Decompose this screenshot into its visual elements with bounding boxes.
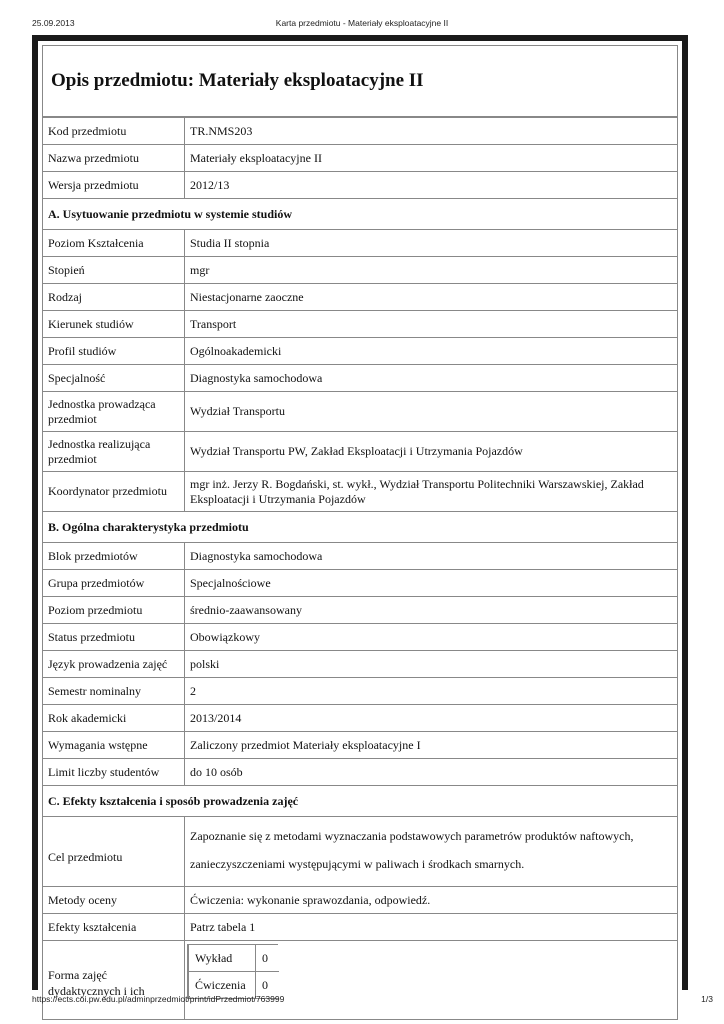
table-row — [43, 284, 678, 311]
table-row — [43, 597, 678, 624]
table-row — [43, 570, 678, 597]
forma-subtable — [187, 944, 279, 999]
course-table — [42, 117, 678, 1020]
subtable-label: Ćwiczenia — [188, 972, 256, 999]
row-value: Niestacjonarne zaoczne — [185, 284, 678, 311]
row-label: Efekty kształcenia — [43, 914, 185, 941]
row-label: Nazwa przedmiotu — [43, 145, 185, 172]
table-row — [43, 651, 678, 678]
row-label: Język prowadzenia zajęć — [43, 651, 185, 678]
table-row — [43, 257, 678, 284]
row-value: 2013/2014 — [185, 705, 678, 732]
row-value: Wydział Transportu — [185, 392, 678, 432]
row-value: Diagnostyka samochodowa — [185, 543, 678, 570]
row-label: Jednostka prowadząca przedmiot — [43, 392, 185, 432]
table-row — [43, 172, 678, 199]
section-b-title: B. Ogólna charakterystyka przedmiotu — [43, 512, 678, 543]
row-label: Cel przedmiotu — [43, 817, 185, 887]
row-value: mgr — [185, 257, 678, 284]
row-value: Obowiązkowy — [185, 624, 678, 651]
row-label: Wersja przedmiotu — [43, 172, 185, 199]
table-row — [43, 230, 678, 257]
row-value: 2012/13 — [185, 172, 678, 199]
page-title: Opis przedmiotu: Materiały eksploatacyjne II — [42, 45, 678, 117]
row-label: Poziom przedmiotu — [43, 597, 185, 624]
row-label: Rok akademicki — [43, 705, 185, 732]
page-number: 1/3 — [701, 994, 713, 1004]
table-row — [43, 365, 678, 392]
row-value: średnio-zaawansowany — [185, 597, 678, 624]
table-row — [43, 941, 678, 1020]
row-label: Status przedmiotu — [43, 624, 185, 651]
row-value: polski — [185, 651, 678, 678]
row-label: Grupa przedmiotów — [43, 570, 185, 597]
row-value: Wydział Transportu PW, Zakład Eksploatacji i Utrzymania Pojazdów — [185, 432, 678, 472]
print-url[interactable]: https://ects.coi.pw.edu.pl/adminprzedmiot/print/idPrzedmiot/763999 — [32, 994, 285, 1004]
table-row — [43, 759, 678, 786]
row-value: Materiały eksploatacyjne II — [185, 145, 678, 172]
row-value: Ogólnoakademicki — [185, 338, 678, 365]
table-row — [43, 543, 678, 570]
row-label: Koordynator przedmiotu — [43, 472, 185, 512]
row-label: Jednostka realizująca przedmiot — [43, 432, 185, 472]
row-value: Diagnostyka samochodowa — [185, 365, 678, 392]
table-row — [43, 678, 678, 705]
row-value: do 10 osób — [185, 759, 678, 786]
row-value: mgr inż. Jerzy R. Bogdański, st. wykł., Wydział Transportu Politechniki Warszawskiej, Zakład Eksploatacji i Utrzymania Pojazdów — [185, 472, 678, 512]
section-header — [43, 199, 678, 230]
row-label: Metody oceny — [43, 887, 185, 914]
print-title: Karta przedmiotu - Materiały eksploatacyjne II — [275, 18, 449, 28]
subtable-value: 0 — [256, 972, 279, 999]
print-footer — [0, 994, 724, 1004]
row-label: Stopień — [43, 257, 185, 284]
row-label: Specjalność — [43, 365, 185, 392]
table-row — [43, 705, 678, 732]
row-label: Profil studiów — [43, 338, 185, 365]
row-value: Specjalnościowe — [185, 570, 678, 597]
row-value — [185, 941, 678, 1020]
table-row — [43, 887, 678, 914]
row-value: Transport — [185, 311, 678, 338]
row-label: Rodzaj — [43, 284, 185, 311]
row-label: Wymagania wstępne — [43, 732, 185, 759]
document-frame — [32, 35, 688, 998]
subtable-value: 0 — [256, 945, 279, 972]
row-value: Zaliczony przedmiot Materiały eksploatacyjne I — [185, 732, 678, 759]
row-label: Poziom Kształcenia — [43, 230, 185, 257]
section-header — [43, 512, 678, 543]
print-date: 25.09.2013 — [32, 18, 75, 28]
row-value: 2 — [185, 678, 678, 705]
row-label: Blok przedmiotów — [43, 543, 185, 570]
subtable-row — [188, 945, 279, 972]
row-value: Ćwiczenia: wykonanie sprawozdania, odpowiedź. — [185, 887, 678, 914]
row-label: Forma zajęć dydaktycznych i ich — [43, 941, 185, 1020]
table-row — [43, 817, 678, 887]
row-value: Patrz tabela 1 — [185, 914, 678, 941]
row-label: Kod przedmiotu — [43, 118, 185, 145]
row-label: Semestr nominalny — [43, 678, 185, 705]
table-row — [43, 472, 678, 512]
table-row — [43, 392, 678, 432]
table-row — [43, 118, 678, 145]
print-header — [0, 18, 724, 28]
table-row — [43, 432, 678, 472]
table-row — [43, 914, 678, 941]
row-value: Studia II stopnia — [185, 230, 678, 257]
table-row — [43, 311, 678, 338]
row-label: Limit liczby studentów — [43, 759, 185, 786]
table-row — [43, 338, 678, 365]
table-row — [43, 145, 678, 172]
section-c-title: C. Efekty kształcenia i sposób prowadzenia zajęć — [43, 786, 678, 817]
subtable-label: Wykład — [188, 945, 256, 972]
row-label: Kierunek studiów — [43, 311, 185, 338]
table-row — [43, 732, 678, 759]
table-row — [43, 624, 678, 651]
row-value: TR.NMS203 — [185, 118, 678, 145]
row-value: Zapoznanie się z metodami wyznaczania podstawowych parametrów produktów naftowych, zanieczyszczeniami występującymi w paliwach i środkach smarnych. — [185, 817, 678, 887]
section-a-title: A. Usytuowanie przedmiotu w systemie studiów — [43, 199, 678, 230]
section-header — [43, 786, 678, 817]
